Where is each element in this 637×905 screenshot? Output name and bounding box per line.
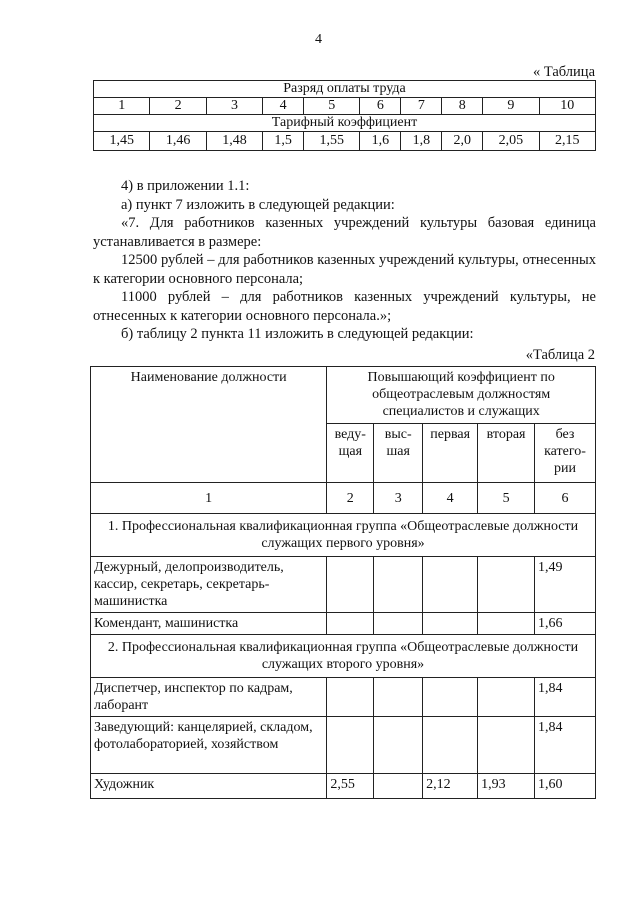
grade-cell: 9 <box>483 98 539 115</box>
page-number: 4 <box>315 32 322 47</box>
coefficient-value <box>374 717 423 774</box>
position-name-header: Наименование должности <box>91 367 327 483</box>
category-header: вторая <box>478 424 535 483</box>
coefficient-value <box>327 557 374 613</box>
coefficient-value: 1,60 <box>535 774 596 799</box>
coefficient-value <box>374 613 423 635</box>
position-name: Заведующий: канцелярией, складом, фотолабораторией, хозяйством <box>91 717 327 774</box>
grade-cell: 4 <box>263 98 304 115</box>
coefficient-value <box>423 557 478 613</box>
grade-cell: 8 <box>442 98 483 115</box>
category-header: веду-щая <box>327 424 374 483</box>
paragraph: «7. Для работников казенных учреждений культуры базовая единица устанавливается в размере: <box>93 215 596 250</box>
column-number: 2 <box>327 483 374 514</box>
group-title: 1. Профессиональная квалификационная группа «Общеотраслевые должности служащих первого уровня» <box>91 514 596 557</box>
grade-cell: 1 <box>94 98 150 115</box>
position-coefficient-table <box>90 366 596 799</box>
coefficient-cell: 1,46 <box>150 132 206 151</box>
grade-cell: 6 <box>360 98 401 115</box>
position-name: Комендант, машинистка <box>91 613 327 635</box>
grade-cell: 10 <box>539 98 595 115</box>
tariff-table-header: Разряд оплаты труда <box>94 81 596 98</box>
coefficient-value <box>423 613 478 635</box>
grade-cell: 7 <box>401 98 442 115</box>
coefficient-value <box>374 678 423 717</box>
paragraph: а) пункт 7 изложить в следующей редакции: <box>121 196 395 213</box>
position-name: Художник <box>91 774 327 799</box>
amendment-text <box>93 177 596 344</box>
coefficient-value: 2,12 <box>423 774 478 799</box>
group-title: 2. Профессиональная квалификационная группа «Общеотраслевые должности служащих второго уровня» <box>91 635 596 678</box>
column-number: 3 <box>374 483 423 514</box>
coefficient-cell: 1,45 <box>94 132 150 151</box>
column-number: 1 <box>91 483 327 514</box>
coefficient-value: 1,66 <box>535 613 596 635</box>
grade-cell: 2 <box>150 98 206 115</box>
paragraph: б) таблицу 2 пункта 11 изложить в следующей редакции: <box>121 326 474 342</box>
coefficient-cell: 1,6 <box>360 132 401 151</box>
coefficient-value: 2,55 <box>327 774 374 799</box>
category-header: выс-шая <box>374 424 423 483</box>
column-number: 4 <box>423 483 478 514</box>
coefficient-value <box>423 678 478 717</box>
coefficient-value <box>478 557 535 613</box>
paragraph: 4) в приложении 1.1: <box>121 178 250 194</box>
coefficient-value <box>423 717 478 774</box>
coefficient-cell: 1,48 <box>206 132 262 151</box>
coefficient-cell: 2,05 <box>483 132 539 151</box>
grade-cell: 3 <box>206 98 262 115</box>
table2-caption: «Таблица 2 <box>525 347 595 363</box>
coefficient-value <box>374 557 423 613</box>
paragraph: 12500 рублей – для работников казенных учреждений культуры, отнесенных к категории основного персонала; <box>93 252 596 287</box>
table1-caption: « Таблица <box>532 64 595 80</box>
position-name: Диспетчер, инспектор по кадрам, лаборант <box>91 678 327 717</box>
coefficient-cell: 1,8 <box>401 132 442 151</box>
grade-cell: 5 <box>304 98 360 115</box>
position-name: Дежурный, делопроизводитель, кассир, секретарь, секретарь-машинистка <box>91 557 327 613</box>
coefficient-value: 1,93 <box>478 774 535 799</box>
tariff-table <box>93 80 596 151</box>
coefficient-value <box>478 717 535 774</box>
coefficient-value <box>327 717 374 774</box>
tariff-table-subheader: Тарифный коэффициент <box>94 115 596 132</box>
column-number: 6 <box>535 483 596 514</box>
coefficient-cell: 2,15 <box>539 132 595 151</box>
coefficient-value <box>327 613 374 635</box>
coefficient-value <box>374 774 423 799</box>
coefficient-value <box>478 613 535 635</box>
coefficient-value <box>327 678 374 717</box>
column-number: 5 <box>478 483 535 514</box>
coefficient-cell: 1,5 <box>263 132 304 151</box>
coefficient-value: 1,84 <box>535 678 596 717</box>
category-header: без катего-рии <box>535 424 596 483</box>
paragraph: 11000 рублей – для работников казенных учреждений культуры, не отнесенных к категории основного персонала.»; <box>93 289 596 324</box>
coefficient-cell: 2,0 <box>442 132 483 151</box>
coefficient-value <box>478 678 535 717</box>
coefficient-header: Повышающий коэффициент по общеотраслевым должностям специалистов и служащих <box>327 367 596 424</box>
coefficient-value: 1,49 <box>535 557 596 613</box>
category-header: первая <box>423 424 478 483</box>
coefficient-value: 1,84 <box>535 717 596 774</box>
coefficient-cell: 1,55 <box>304 132 360 151</box>
